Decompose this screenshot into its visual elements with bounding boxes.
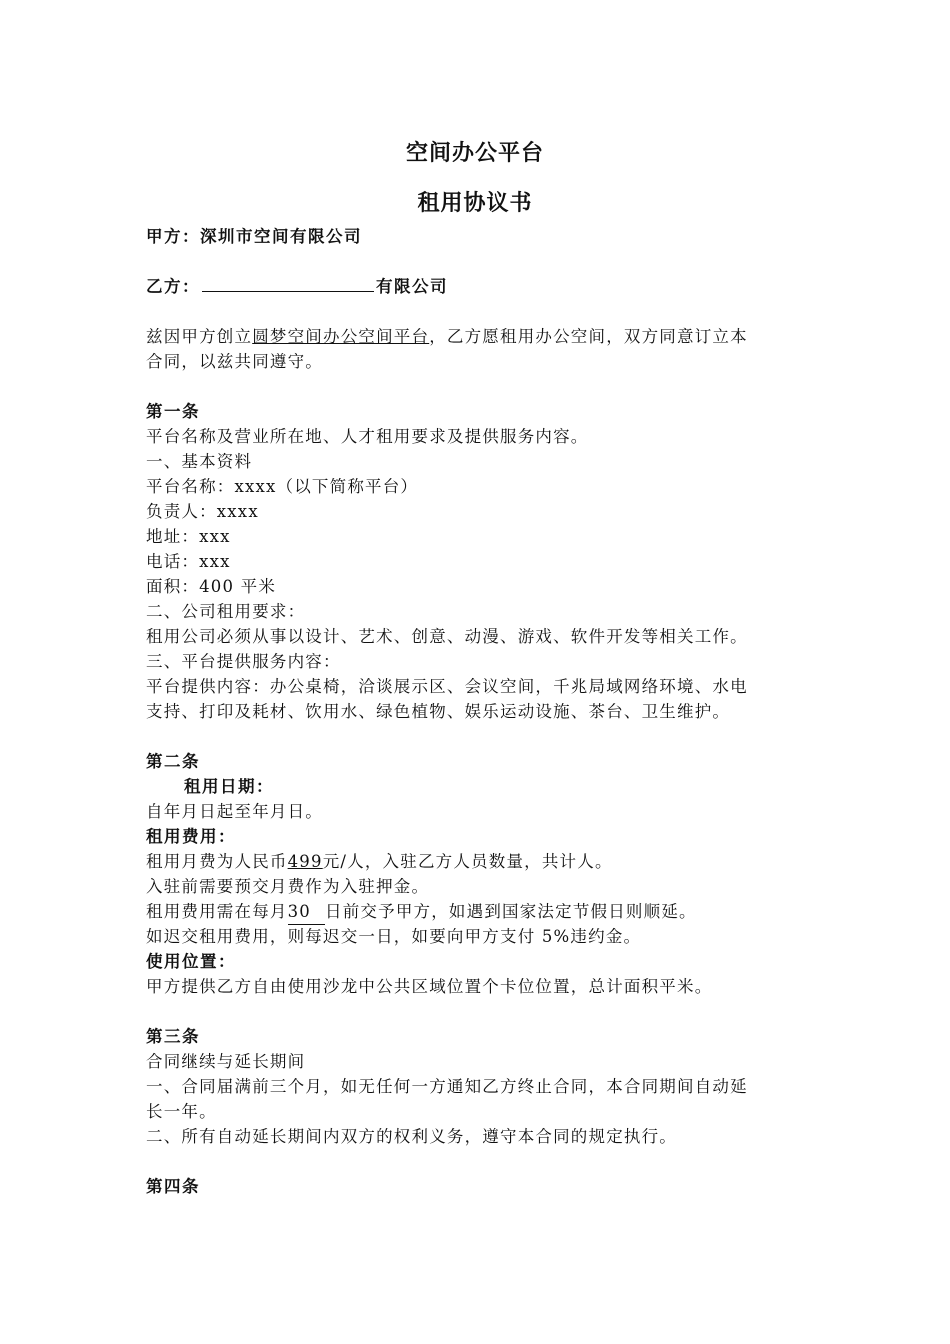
term-label: 租用日期： bbox=[184, 777, 274, 796]
article-2-heading: 第二条 bbox=[146, 752, 200, 771]
party-a: 甲方：深圳市空间有限公司 bbox=[146, 227, 362, 246]
party-b-suffix: 有限公司 bbox=[376, 277, 448, 296]
article-3-line: 二、所有自动延长期间内双方的权利义务，遵守本合同的规定执行。 bbox=[146, 1127, 677, 1146]
fee-line-3-b: 日前交予甲方，如遇到国家法定节假日则顺延。 bbox=[325, 902, 697, 921]
location-text: 甲方提供乙方自由使用沙龙中公共区域位置个卡位位置，总计面积平米。 bbox=[146, 977, 713, 996]
intro-platform-name: 圆梦空间办公空间平台 bbox=[252, 327, 430, 346]
fee-amount: 499 bbox=[287, 852, 323, 871]
article-1-line: 一、基本资料 bbox=[146, 452, 253, 471]
article-3-line: 长一年。 bbox=[146, 1102, 217, 1121]
article-1-line: 面积：400 平米 bbox=[146, 577, 277, 596]
article-4-heading: 第四条 bbox=[146, 1177, 200, 1196]
intro-part2: ，乙方愿租用办公空间，双方同意订立本 bbox=[429, 327, 748, 346]
article-1-line: 地址：xxx bbox=[146, 527, 231, 546]
party-b-blank bbox=[202, 275, 374, 292]
article-1-line: 三、平台提供服务内容： bbox=[146, 652, 341, 671]
article-1-line: 支持、打印及耗材、饮用水、绿色植物、娱乐运动设施、茶台、卫生维护。 bbox=[146, 702, 731, 721]
fee-line-3 bbox=[146, 899, 697, 925]
fee-line-1-b: 元/人，入驻乙方人员数量，共计人。 bbox=[322, 852, 613, 871]
article-1-line: 平台名称：xxxx（以下简称平台） bbox=[146, 477, 419, 496]
fee-label: 租用费用： bbox=[146, 827, 236, 846]
fee-line-2: 入驻前需要预交月费作为入驻押金。 bbox=[146, 877, 430, 896]
article-3-heading: 第三条 bbox=[146, 1027, 200, 1046]
article-3-line: 合同继续与延长期间 bbox=[146, 1052, 306, 1071]
party-b-prefix: 乙方： bbox=[146, 277, 200, 296]
fee-line-4: 如迟交租用费用，则每迟交一日，如要向甲方支付 5%违约金。 bbox=[146, 927, 642, 946]
fee-line-1-a: 租用月费为人民币 bbox=[146, 852, 288, 871]
document-title: 空间办公平台 bbox=[405, 141, 544, 166]
intro-part1: 兹因甲方创立 bbox=[146, 327, 253, 346]
fee-line-3-a: 租用费用需在每月 bbox=[146, 902, 288, 921]
document-subtitle: 租用协议书 bbox=[417, 191, 533, 216]
article-1-line: 电话：xxx bbox=[146, 552, 231, 571]
term-text: 自年月日起至年月日。 bbox=[146, 802, 323, 821]
party-b bbox=[146, 274, 448, 299]
fee-line-1 bbox=[146, 849, 613, 874]
location-label: 使用位置： bbox=[146, 952, 236, 971]
article-3-line: 一、合同届满前三个月，如无任何一方通知乙方终止合同，本合同期间自动延 bbox=[146, 1077, 748, 1096]
article-1-line: 平台名称及营业所在地、人才租用要求及提供服务内容。 bbox=[146, 427, 589, 446]
article-1-line: 租用公司必须从事以设计、艺术、创意、动漫、游戏、软件开发等相关工作。 bbox=[146, 627, 748, 646]
article-1-line: 平台提供内容：办公桌椅，洽谈展示区、会议空间，千兆局域网络环境、水电 bbox=[146, 677, 748, 696]
article-1-line: 负责人：xxxx bbox=[146, 502, 259, 521]
intro-line-2: 合同，以兹共同遵守。 bbox=[146, 352, 323, 371]
fee-day: 30 bbox=[288, 899, 325, 925]
intro-line-1 bbox=[146, 324, 748, 349]
article-1-line: 二、公司租用要求： bbox=[146, 602, 306, 621]
article-1-heading: 第一条 bbox=[146, 402, 200, 421]
